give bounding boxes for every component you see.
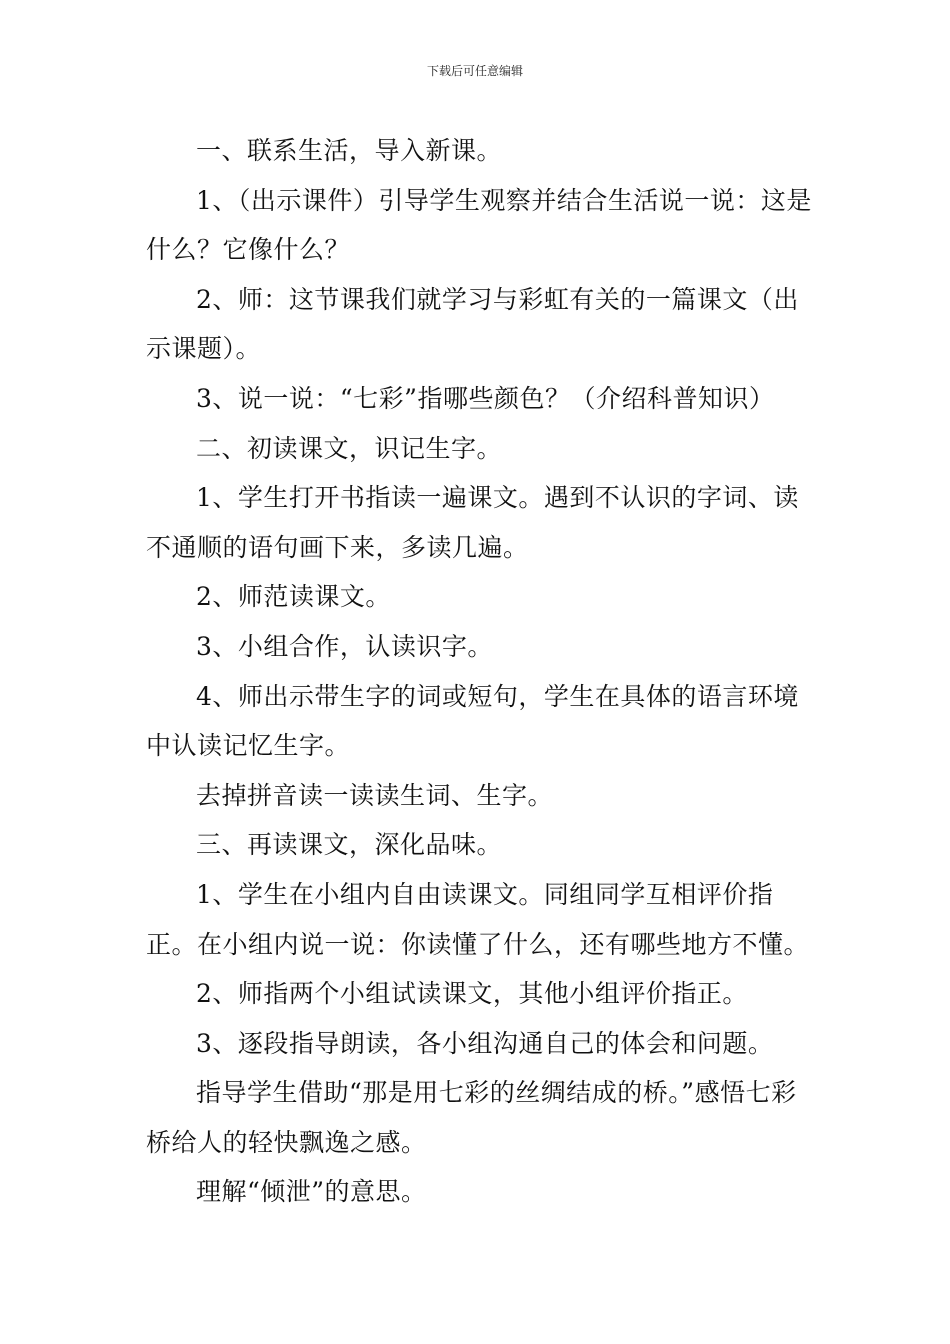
section-heading-2: 二、初读课文，识记生字。	[196, 433, 503, 463]
paragraph: 1、（出示课件）引导学生观察并结合生活说一说：这是什么？它像什么？	[146, 185, 812, 265]
paragraph: 4、师出示带生字的词或短句，学生在具体的语言环境中认读记忆生字。	[146, 681, 799, 761]
section-heading-1: 一、联系生活，导入新课。	[196, 136, 503, 165]
paragraph: 3、小组合作，认读识字。	[196, 631, 493, 661]
paragraph: 2、师指两个小组试读课文，其他小组评价指正。	[196, 979, 748, 1009]
paragraph: 3、逐段指导朗读，各小组沟通自己的体会和问题。	[196, 1028, 774, 1058]
page-header: 下载后可任意编辑	[426, 64, 523, 78]
paragraph: 去掉拼音读一读读生词、生字。	[196, 780, 554, 810]
paragraph: 1、学生打开书指读一遍课文。遇到不认识的字词、读不通顺的语句画下来，多读几遍。	[146, 483, 799, 562]
paragraph: 1、学生在小组内自由读课文。同组同学互相评价指正。在小组内说一说：你读懂了什么，还有哪些地方不懂。	[146, 879, 810, 959]
paragraph: 理解“倾泄”的意思。	[196, 1177, 427, 1207]
paragraph: 2、师范读课文。	[196, 582, 391, 612]
paragraph: 2、师：这节课我们就学习与彩虹有关的一篇课文（出示课题）。	[146, 284, 799, 364]
paragraph: 3、说一说：“七彩”指哪些颜色？（介绍科普知识）	[196, 383, 775, 413]
document-body	[146, 126, 822, 1217]
paragraph: 指导学生借助“那是用七彩的丝绸结成的桥。”感悟七彩桥给人的轻快飘逸之感。	[146, 1078, 797, 1157]
section-heading-3: 三、再读课文，深化品味。	[196, 830, 503, 860]
